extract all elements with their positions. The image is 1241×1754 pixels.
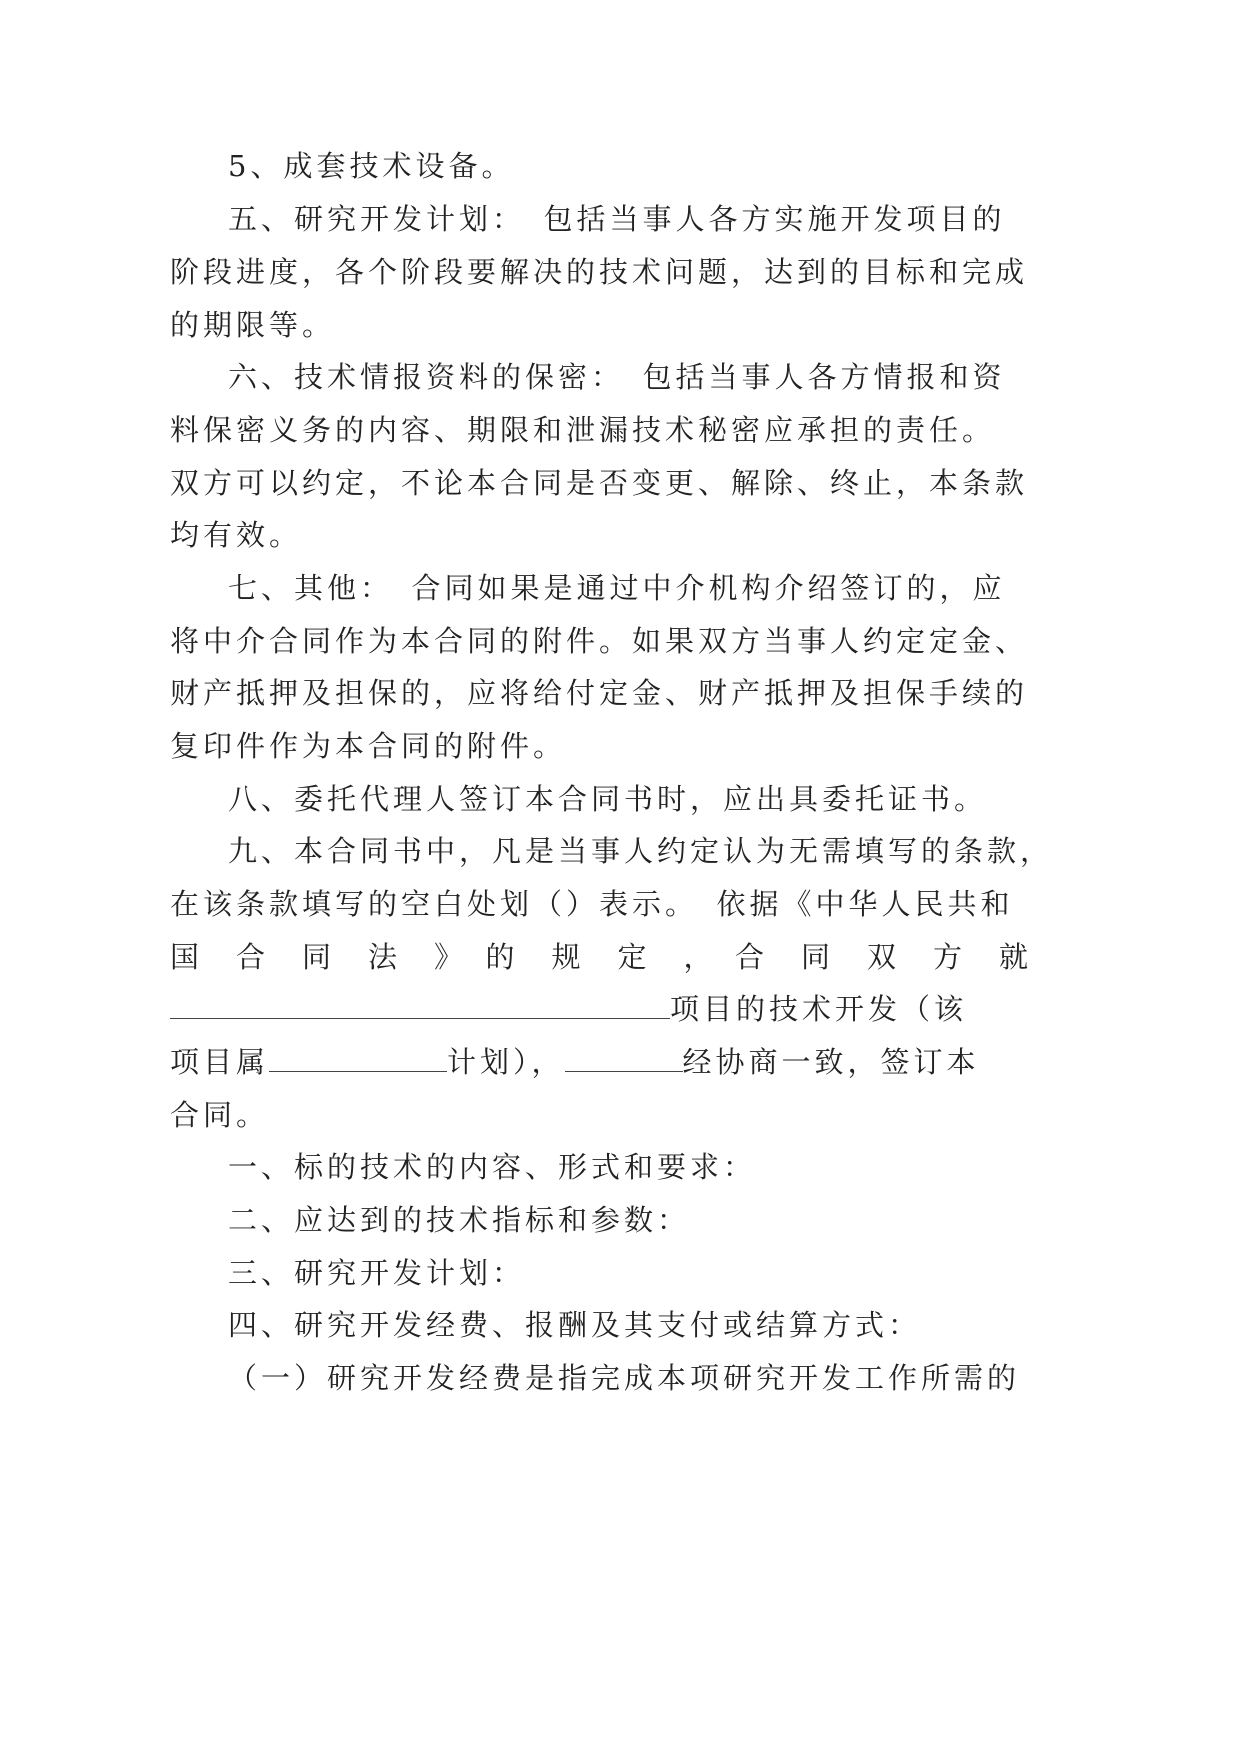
text-line: 阶段进度，各个阶段要解决的技术问题，达到的目标和完成 — [170, 255, 1029, 289]
blank-line-project — [170, 980, 1241, 1038]
fill-blank[interactable] — [269, 1049, 447, 1072]
text-line: 七、其他： 合同如果是通过中介机构介绍签订的，应 — [228, 571, 1006, 605]
fill-blank[interactable] — [170, 996, 670, 1019]
text-segment: 项目的技术开发（该 — [670, 992, 968, 1026]
text-line: 九、本合同书中，凡是当事人约定认为无需填写的条款， — [228, 834, 1054, 868]
text-line: 均有效。 — [170, 518, 303, 552]
text-line: 八、委托代理人签订本合同书时，应出具委托证书。 — [228, 782, 988, 816]
text-line: 一、标的技术的内容、形式和要求： — [228, 1150, 757, 1184]
text-line: 的期限等。 — [170, 308, 336, 342]
text-line: （一）研究开发经费是指完成本项研究开发工作所需的 — [228, 1361, 1021, 1395]
text-line: 国 合 同 法 》 的 规 定 ， 合 同 双 方 就 — [170, 940, 1033, 974]
text-line: 三、研究开发计划： — [228, 1256, 526, 1290]
fill-blank[interactable] — [565, 1049, 683, 1072]
text-line: 二、应达到的技术指标和参数： — [228, 1203, 691, 1237]
text-segment: 项目属 — [170, 1045, 270, 1079]
text-line: 五、研究开发计划： 包括当事人各方实施开发项目的 — [228, 202, 1006, 236]
text-line: 四、研究开发经费、报酬及其支付或结算方式： — [228, 1308, 922, 1342]
text-line: 六、技术情报资料的保密： 包括当事人各方情报和资 — [228, 360, 1006, 394]
text-segment: 经协商一致，签订本 — [682, 1045, 980, 1079]
text-line: 复印件作为本合同的附件。 — [170, 729, 567, 763]
text-line: 5、成套技术设备。 — [228, 149, 515, 183]
text-line: 双方可以约定，不论本合同是否变更、解除、终止，本条款 — [170, 466, 1029, 500]
text-line: 合同。 — [170, 1098, 270, 1132]
blank-line-plan — [170, 1033, 1241, 1091]
text-segment: 计划）， — [447, 1045, 565, 1079]
text-line: 在该条款填写的空白处划（）表示。 依据《中华人民共和 — [170, 887, 1014, 921]
text-line: 财产抵押及担保的，应将给付定金、财产抵押及担保手续的 — [170, 676, 1029, 710]
text-line: 将中介合同作为本合同的附件。如果双方当事人约定定金、 — [170, 624, 1029, 658]
text-line: 料保密义务的内容、期限和泄漏技术秘密应承担的责任。 — [170, 413, 996, 447]
